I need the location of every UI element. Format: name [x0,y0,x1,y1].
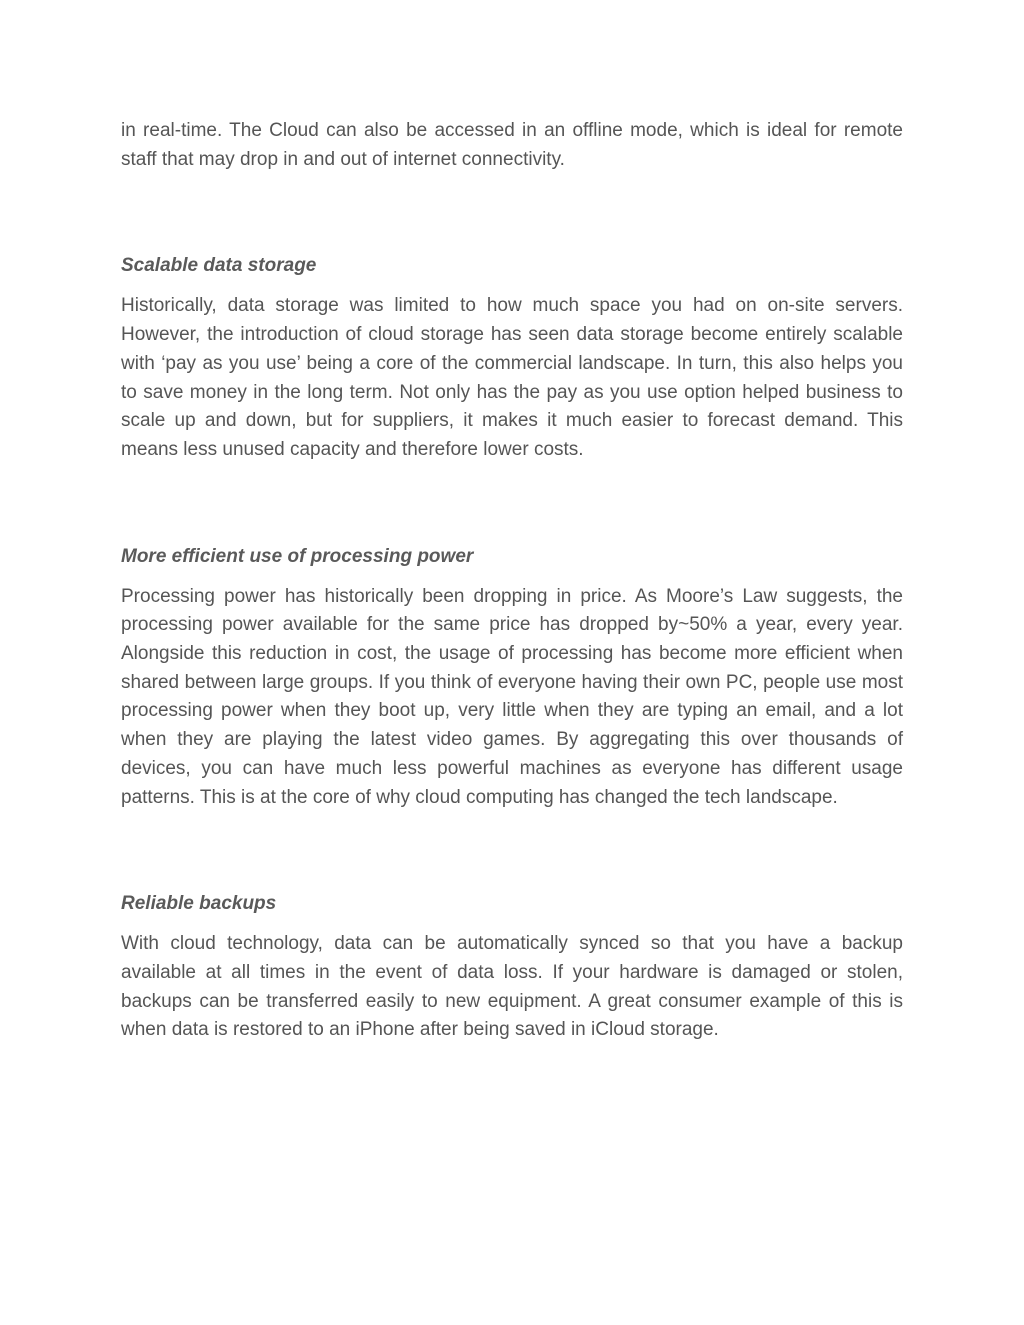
document-page [121,117,903,1045]
intro-paragraph: in real-time. The Cloud can also be accessed in an offline mode, which is ideal for remote staff that may drop in and out of internet connectivity. [121,120,903,170]
section-heading-scalable-storage: Scalable data storage [121,255,317,277]
section-body-reliable-backups: With cloud technology, data can be automatically synced so that you have a backup available at all times in the event of data loss. If your hardware is damaged or stolen, backups can be transferred easily to new equipment. A great consumer example of this is when data is restored to an iPhone after being saved in iCloud storage. [121,933,903,1041]
section-body-scalable-storage: Historically, data storage was limited to how much space you had on on-site servers. However, the introduction of cloud storage has seen data storage become entirely scalable with ‘pay as you use’ being a core of the commercial landscape. In turn, this also helps you to save money in the long term. Not only has the pay as you use option helped business to scale up and down, but for suppliers, it makes it much easier to forecast demand. This means less unused capacity and therefore lower costs. [121,295,903,460]
section-heading-reliable-backups: Reliable backups [121,893,277,915]
section-body-processing-power: Processing power has historically been dropping in price. As Moore’s Law suggests, the processing power available for the same price has dropped by~50% a year, every year. Alongside this reduction in cost, the usage of processing has become more efficient when shared between large groups. If you think of everyone having their own PC, people use most processing power when they boot up, very little when they are typing an email, and a lot when they are playing the latest video games. By aggregating this over thousands of devices, you can have much less powerful machines as everyone has different usage patterns. This is at the core of why cloud computing has changed the tech landscape. [121,585,903,808]
section-heading-processing-power: More efficient use of processing power [121,545,474,567]
